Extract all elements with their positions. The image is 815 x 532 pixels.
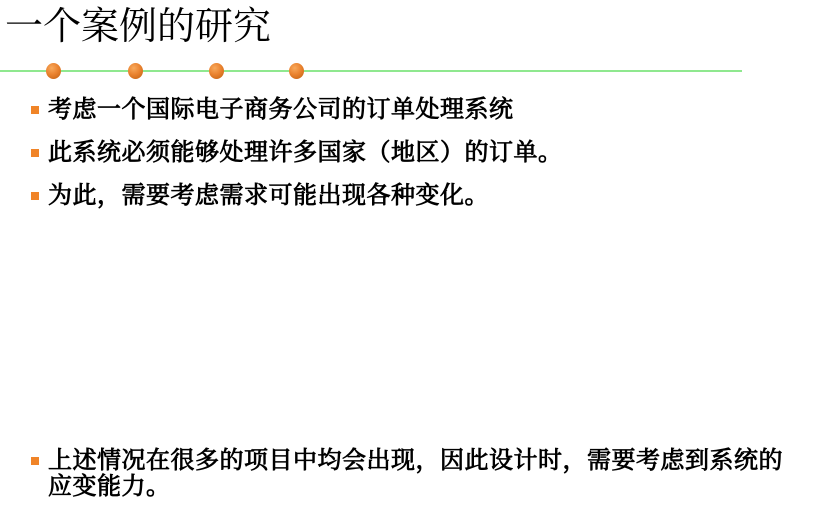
bullet-text: 上述情况在很多的项目中均会出现，因此设计时，需要考虑到系统的应变能力。 bbox=[48, 448, 783, 500]
list-item bbox=[31, 97, 783, 123]
bullet-square-icon bbox=[31, 149, 39, 157]
list-item bbox=[31, 448, 793, 500]
bullet-text: 考虑一个国际电子商务公司的订单处理系统 bbox=[48, 97, 514, 123]
divider-dot-icon bbox=[46, 63, 61, 79]
bullet-text: 为此，需要考虑需求可能出现各种变化。 bbox=[48, 183, 489, 209]
divider-dot-icon bbox=[128, 63, 143, 79]
divider-dot-icon bbox=[289, 63, 304, 79]
list-item bbox=[31, 140, 783, 166]
divider-dot-icon bbox=[209, 63, 224, 79]
bullet-square-icon bbox=[31, 106, 39, 114]
slide-title: 一个案例的研究 bbox=[5, 6, 272, 48]
divider-line bbox=[0, 70, 742, 72]
bullet-square-icon bbox=[31, 457, 39, 465]
bullet-list-bottom bbox=[31, 448, 793, 517]
list-item bbox=[31, 183, 783, 209]
bullet-text: 此系统必须能够处理许多国家（地区）的订单。 bbox=[48, 140, 563, 166]
bullet-list-top bbox=[31, 97, 783, 226]
bullet-square-icon bbox=[31, 192, 39, 200]
